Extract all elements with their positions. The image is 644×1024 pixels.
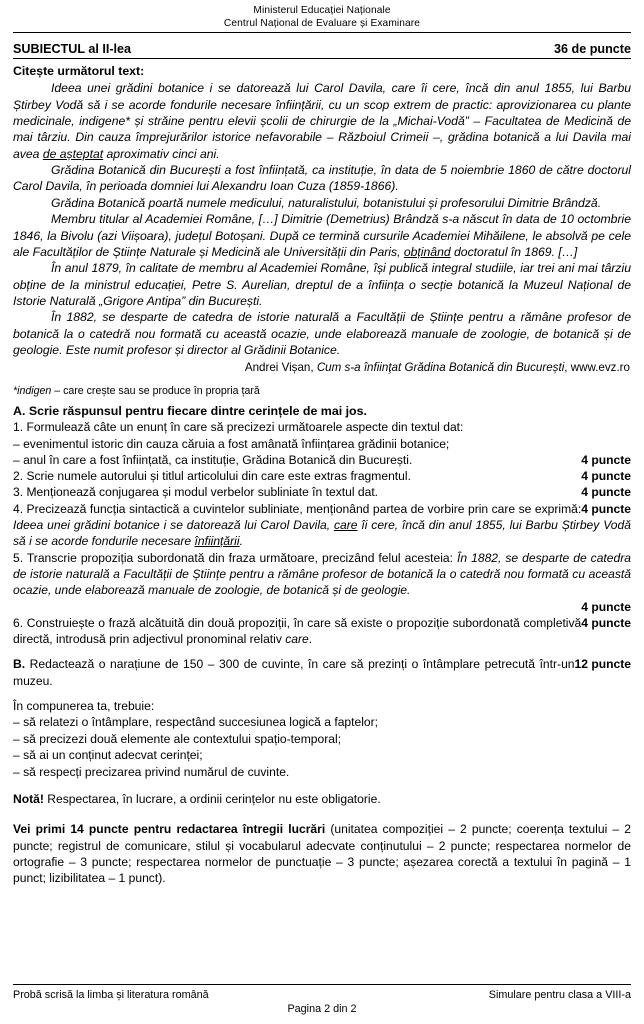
task-4-text: 4. Precizează funcția sintactică a cuvintelor subliniate, menționând partea de vorbire prin care se exprimă: xyxy=(13,501,582,516)
compose-bullet-1: – să relatezi o întâmplare, respectând succesiunea logică a faptelor; xyxy=(13,715,379,730)
lit-p1-underlined: de așteptat xyxy=(42,146,104,161)
doc-header xyxy=(13,4,631,30)
compose-bullet-3: – să ai un conținut adecvat cerinței; xyxy=(13,748,203,763)
attribution-title: Cum s-a înfiinţat Grădina Botanică din București xyxy=(316,361,565,375)
lit-paragraph-3: Grădina Botanică poartă numele medicului, naturalistului, botanistului și profesorului Dimitrie Brândză. xyxy=(51,195,602,210)
task-3 xyxy=(13,484,631,500)
lit-paragraph-1 xyxy=(13,80,631,162)
task-5 xyxy=(13,550,631,599)
task-6-text: 6. Construiește o frază alcătuită din două propoziții, în care să existe o propoziție subordonată completivă directă, introdusă prin adjectivul pronominal relativ xyxy=(13,615,582,647)
task-2 xyxy=(13,468,631,484)
task-4-points: 4 puncte xyxy=(581,501,631,516)
footer-page-number: Pagina 2 din 2 xyxy=(287,1003,357,1015)
lit-paragraph-6: În 1882, se desparte de catedra de istorie naturală a Facultății de Științe pentru a rămâne profesor de botanică la o catedră nou formată cu această ocazie, unde elaborează manuale de zoologie, de botanică și de geologie. Este numit profesor și director al Grădinii Botanice. xyxy=(13,310,631,357)
subject-title-row xyxy=(13,42,631,59)
compose-bullet-2: – să precizezi două elemente ale contextului spațio-temporal; xyxy=(13,731,342,746)
section-b xyxy=(13,656,631,689)
grading-bold-lead: Vei primi 14 puncte pentru redactarea întregii lucrări xyxy=(13,822,326,837)
compose-bullet-4: – să respecți precizarea privind numărul de cuvinte. xyxy=(13,764,290,779)
task-1-bullet-2-text: – anul în care a fost înființată, ca instituție, Grădina Botanică din București. xyxy=(13,452,413,467)
task-6-points: 4 puncte xyxy=(581,615,631,630)
center-line: Centrul Național de Evaluare și Examinare xyxy=(223,18,421,30)
task-1-intro: 1. Formulează câte un enunț în care să precizezi următoarele aspecte din textul dat: xyxy=(13,420,464,435)
literary-text xyxy=(13,80,631,358)
doc-footer xyxy=(13,984,631,1016)
subject-title: SUBIECTUL al II-lea xyxy=(13,42,132,57)
header-divider xyxy=(13,32,631,33)
lit-paragraph-4 xyxy=(13,211,631,260)
section-b-text: Redactează o narațiune de 150 – 300 de cuvinte, în care să prezinți o întâmplare petrecută într-un muzeu. xyxy=(13,657,575,688)
task-6 xyxy=(13,615,631,648)
task-6-text-end: . xyxy=(308,632,313,647)
attribution-source: , www.evz.ro xyxy=(564,361,630,375)
task-5-quote: În 1882, se desparte de catedra de istorie naturală a Facultății de Științe pentru a rămâne profesor de botanică la o catedră nou formată cu această ocazie, unde elaborează manuale de zoologie, de botanică și de geologie. xyxy=(13,550,632,598)
note-label: Notă! xyxy=(13,791,44,806)
note-line xyxy=(13,791,631,807)
grading-paragraph xyxy=(13,821,631,887)
lit-p4-part-a: Membru titular al Academiei Române, […] Dimitrie (Demetrius) Brândză s-a născut în data de 10 octombrie 1846, la Bivolu (azi Viișoara), județul Botoșani. După ce termină cursurile Academiei Mihăilene, le absolvă pe cele ale Facultăților de Științe Naturale și Medicină ale Universității din Paris, xyxy=(13,212,631,259)
task-4-quote-underlined-1: care xyxy=(333,518,358,533)
section-b-label: B. xyxy=(13,657,26,672)
footer-row xyxy=(13,988,631,1002)
task-3-text: 3. Menționează conjugarea și modul verbelor subliniate în textul dat. xyxy=(13,485,379,500)
lit-p4-part-b: doctoratul în 1869. […] xyxy=(450,244,578,259)
section-a-heading: A. Scrie răspunsul pentru fiecare dintre cerințele de mai jos. xyxy=(13,404,367,419)
task-1-points: 4 puncte xyxy=(581,452,631,467)
lit-p4-underlined: obținând xyxy=(403,244,451,259)
task-4 xyxy=(13,501,631,550)
task-4-quote-c: . xyxy=(239,534,243,549)
grading-rest: (unitatea compoziției – 2 puncte; coerența textului – 2 puncte; registrul de comunicare, stilul și vocabularul adecvate conținutului – 2 puncte; respectarea normelor de ortografie – 3 puncte; respectarea normelor de punctuație – 3 puncte; așezarea corectă a textului în pagină – 1 punct; lizibilitatea – 1 punct). xyxy=(13,822,631,886)
note-text: Respectarea, în lucrare, a ordinii cerințelor nu este obligatorie. xyxy=(43,791,381,806)
lit-paragraph-2: Grădina Botanică din București a fost înființată, ca instituție, în data de 5 noiembrie 1860 de către doctorul Carol Davila, în perioada domniei lui Alexandru Ioan Cuza (1859-1866). xyxy=(13,163,631,194)
task-5-text: 5. Transcrie propoziția subordonată din fraza următoare, precizând felul acesteia: xyxy=(13,550,458,565)
compose-bullets xyxy=(13,714,631,780)
lit-paragraph-5: În anul 1879, în calitate de membru al Academiei Române, își publică integral studiile, iar trei ani mai târziu obține de la ministrul educației, Petre S. Aurelian, dreptul de a înființa o secție botanică la Muzeul Național de Istorie Naturală „Grigore Antipa” din București. xyxy=(13,261,631,308)
task-1-bullet-1 xyxy=(13,436,631,452)
section-b-points: 12 puncte xyxy=(574,657,631,672)
ministry-line: Ministerul Educației Naționale xyxy=(253,5,391,16)
task-4-quote-a: Ideea unei grădini botanice i se datorează lui Carol Davila, xyxy=(13,518,334,533)
read-instruction: Citește următorul text: xyxy=(13,64,145,79)
compose-intro: În compunerea ta, trebuie: xyxy=(13,699,155,713)
task-4-quote-underlined-2: înființării xyxy=(194,534,240,549)
footnote xyxy=(13,384,631,398)
lit-p1-part-a: Ideea unei grădini botanice i se datorează lui Carol Davila, care îi cere, încă din anul 1855, lui Barbu Știrbey Vodă să i se acorde fondurile necesare înființării, cu un scop extrem de practic: aprovizionarea cu plante medicinale, indigene* și străine pentru elevii școlii de chirurgie de la „Michai-Vodă” – Facultatea de Medicină de mai târziu. Din cauza împrejurărilor istorice nefavorabile – Războiul Crimeii –, grădina botanică a lui Davila mai avea xyxy=(13,81,631,161)
footnote-definition: – care crește sau se produce în propria țară xyxy=(51,385,260,398)
task-4-quote-b: îi cere, încă din anul 1855, lui Barbu Știrbey Vodă să i se acorde fondurile necesare xyxy=(13,518,631,549)
lit-p1-part-b: aproximativ cinci ani. xyxy=(103,146,220,161)
attribution xyxy=(13,360,631,376)
task-2-points: 4 puncte xyxy=(581,469,631,484)
task-5-points: 4 puncte xyxy=(581,599,631,614)
task-6-italic-word: care xyxy=(285,632,309,647)
footnote-term: *indigen xyxy=(13,385,52,398)
task-1-bullet-1-text: – evenimentul istoric din cauza căruia a fost amânată înființarea grădinii botanice; xyxy=(13,436,450,451)
subject-points: 36 de puncte xyxy=(554,42,631,57)
task-1-bullet-2 xyxy=(13,452,631,468)
footer-left: Probă scrisă la limba și literatura română xyxy=(13,989,209,1001)
task-3-points: 4 puncte xyxy=(581,485,631,500)
attribution-author: Andrei Vișan, xyxy=(244,361,317,375)
footer-right: Simulare pentru clasa a VIII-a xyxy=(488,989,631,1001)
task-2-text: 2. Scrie numele autorului și titlul articolului din care este extras fragmentul. xyxy=(13,469,411,484)
footer-divider xyxy=(13,984,631,985)
